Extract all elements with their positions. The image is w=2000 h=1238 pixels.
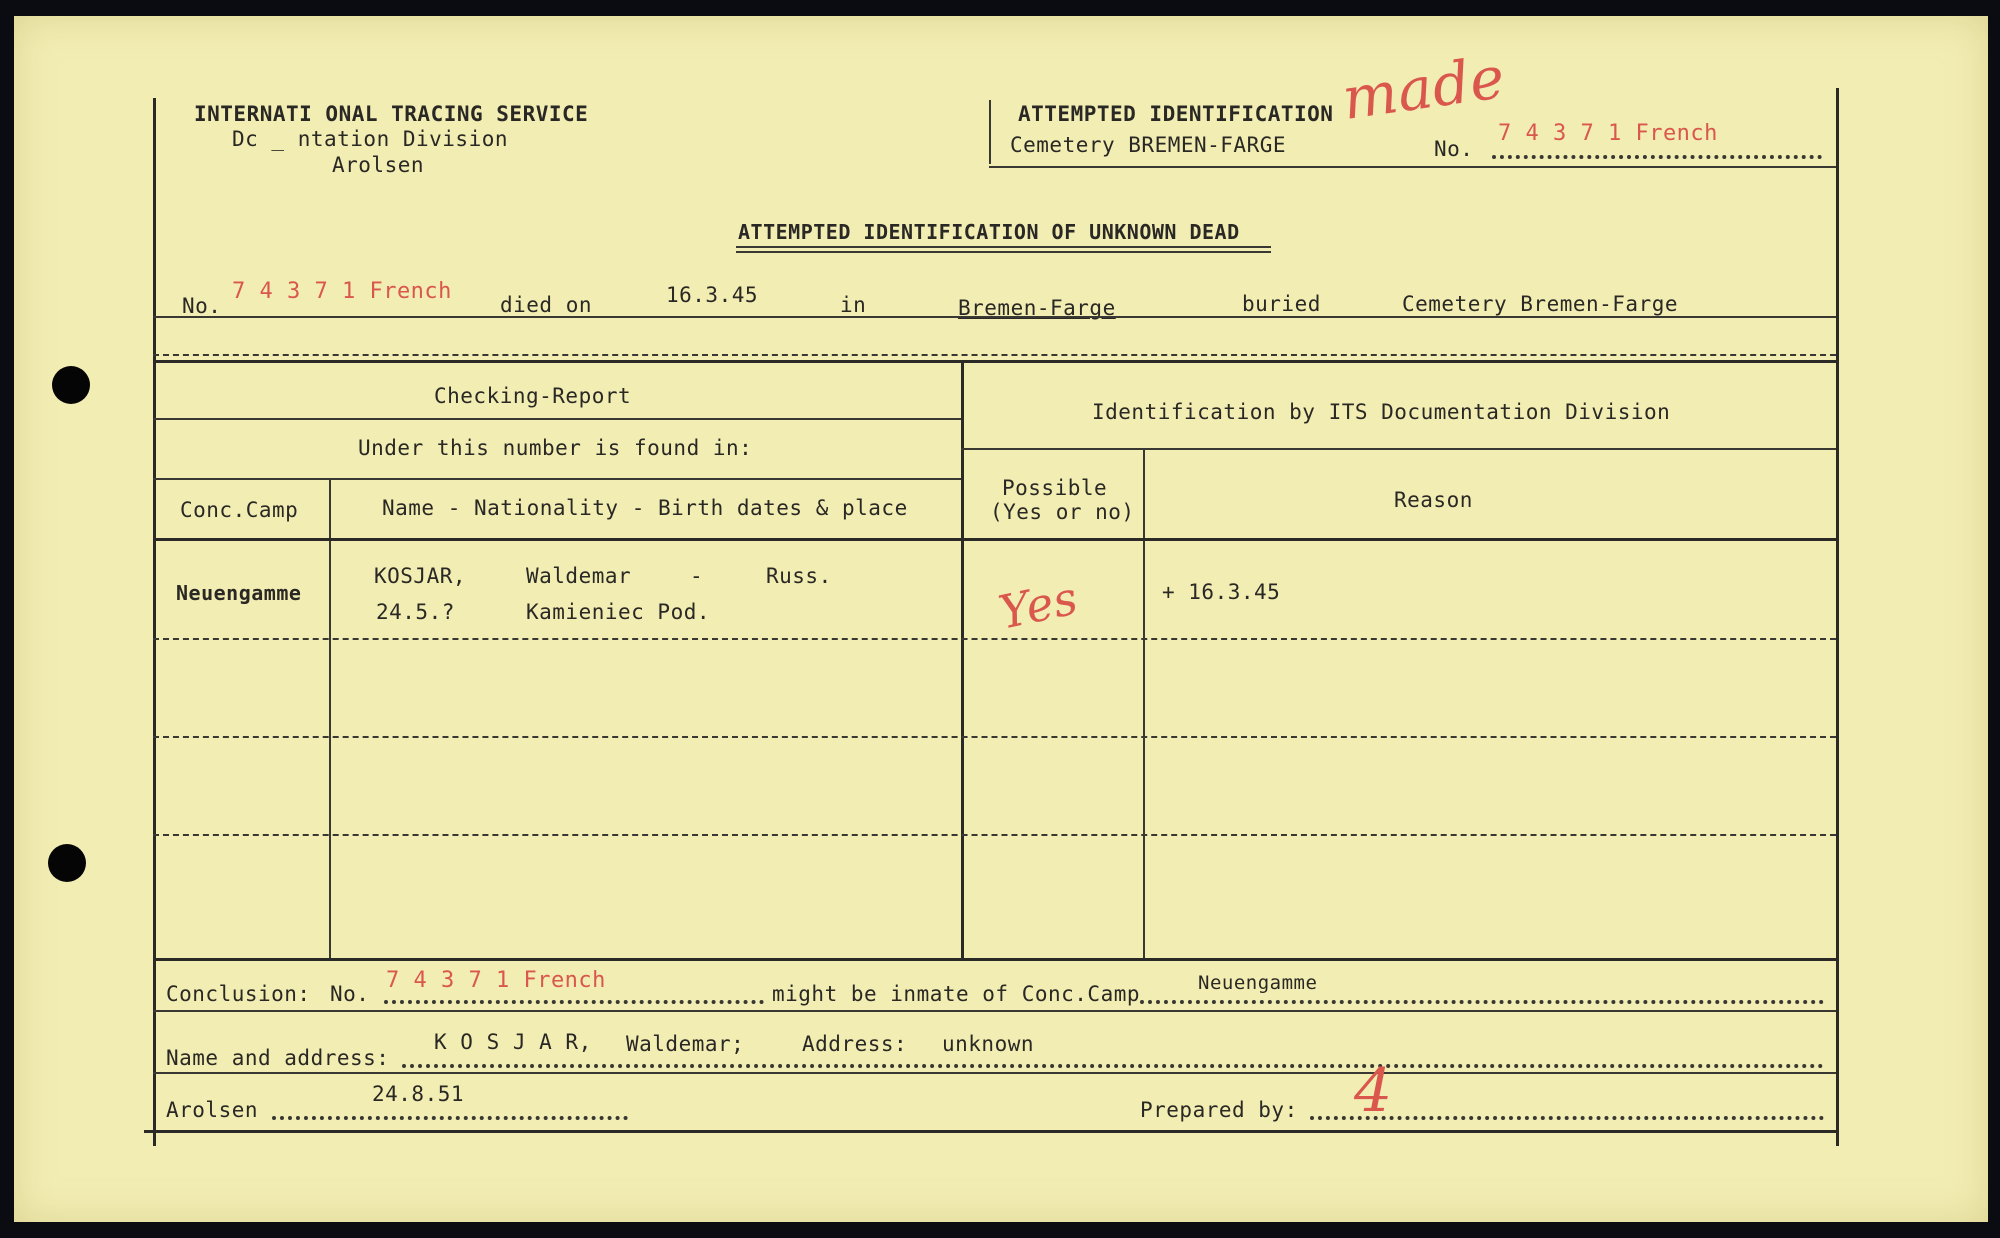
prepared-by-label: Prepared by: <box>1140 1098 1298 1122</box>
buried-label: buried <box>1242 292 1321 316</box>
camp-column-divider <box>329 478 331 958</box>
col-header-name: Name - Nationality - Birth dates & place <box>382 496 908 520</box>
frame-bottom <box>144 1130 1836 1133</box>
record-separator-1 <box>153 354 1836 356</box>
name-address-surname: K O S J A R, <box>434 1030 592 1054</box>
conclusion-no-value: 7 4 3 7 1 French <box>386 968 606 993</box>
buried-value: Cemetery Bremen-Farge <box>1402 292 1679 316</box>
address-label: Address: <box>802 1032 908 1056</box>
row-camp: Neuengamme <box>176 581 302 605</box>
title-underline-2 <box>736 251 1271 253</box>
header-divider <box>989 100 991 164</box>
header-no-dotline <box>1492 155 1822 159</box>
row-dash: - <box>690 564 704 588</box>
form-title: ATTEMPTED IDENTIFICATION <box>1018 102 1334 126</box>
org-location: Arolsen <box>332 153 425 177</box>
died-value: 16.3.45 <box>666 283 759 307</box>
possible-column-divider <box>1143 448 1145 958</box>
conclusion-rule <box>153 1010 1836 1012</box>
conclusion-no-dotline <box>384 1000 764 1004</box>
record-separator-2 <box>153 360 1836 363</box>
conclusion-label: Conclusion: <box>166 982 311 1006</box>
address-value: unknown <box>942 1032 1035 1056</box>
right-heading-rule <box>961 448 1836 450</box>
row-reason: + 16.3.45 <box>1162 580 1281 604</box>
handwritten-annotation: made <box>1338 42 1509 134</box>
column-header-rule <box>153 538 1836 541</box>
footer-place: Arolsen <box>166 1098 259 1122</box>
table-center-divider <box>961 362 964 958</box>
row-birthdate: 24.5.? <box>376 600 455 624</box>
record-no-label: No. <box>182 294 222 318</box>
record-line <box>153 316 1836 318</box>
row-surname: KOSJAR, <box>374 564 467 588</box>
conclusion-inmate-label: might be inmate of Conc.Camp <box>772 982 1141 1006</box>
row-rule-2 <box>153 736 1836 738</box>
found-in-heading: Under this number is found in: <box>358 436 753 460</box>
name-address-label: Name and address: <box>166 1046 390 1070</box>
record-no-value: 7 4 3 7 1 French <box>232 279 452 304</box>
name-address-firstname: Waldemar; <box>626 1032 745 1056</box>
preparer-initial: 4 <box>1354 1056 1393 1126</box>
index-card <box>14 16 1988 1222</box>
footer-date-dotline <box>272 1116 628 1120</box>
document-title: ATTEMPTED IDENTIFICATION OF UNKNOWN DEAD <box>738 220 1240 244</box>
row-nationality: Russ. <box>766 564 832 588</box>
header-no-label: No. <box>1434 137 1474 161</box>
header-cemetery: Cemetery BREMEN-FARGE <box>1010 133 1287 157</box>
row-possible: Yes <box>994 570 1083 640</box>
row-rule-3 <box>153 834 1836 836</box>
col-header-reason: Reason <box>1394 488 1473 512</box>
header-rule <box>989 166 1836 168</box>
left-subheading-rule <box>153 478 961 480</box>
place-value: Bremen-Farge <box>958 296 1116 320</box>
conclusion-no-label: No. <box>330 982 370 1006</box>
checking-report-heading: Checking-Report <box>434 384 632 408</box>
frame-right <box>1836 88 1839 1146</box>
footer-date: 24.8.51 <box>372 1082 465 1106</box>
frame-left <box>153 98 156 1146</box>
row-firstname: Waldemar <box>526 564 632 588</box>
title-underline-1 <box>736 246 1271 248</box>
in-label: in <box>840 293 867 317</box>
col-header-possible: Possible <box>1002 476 1108 500</box>
died-label: died on <box>500 293 593 317</box>
conclusion-camp-dotline <box>1140 1000 1824 1004</box>
punch-hole-bottom <box>48 844 86 882</box>
name-address-dotline <box>402 1064 1824 1068</box>
conclusion-camp-value: Neuengamme <box>1198 972 1318 994</box>
punch-hole-top <box>52 366 90 404</box>
row-birthplace: Kamieniec Pod. <box>526 600 711 624</box>
col-header-camp: Conc.Camp <box>180 498 299 522</box>
table-bottom-rule <box>153 958 1836 961</box>
left-heading-rule <box>153 418 961 420</box>
col-header-yes-or-no: (Yes or no) <box>990 500 1135 524</box>
name-address-rule <box>153 1072 1836 1074</box>
header-no-value: 7 4 3 7 1 French <box>1498 121 1718 146</box>
row-rule-1 <box>153 638 1836 640</box>
identification-heading: Identification by ITS Documentation Division <box>1092 400 1671 424</box>
org-name: INTERNATI ONAL TRACING SERVICE <box>194 102 589 126</box>
org-division: Dc _ ntation Division <box>232 127 509 151</box>
